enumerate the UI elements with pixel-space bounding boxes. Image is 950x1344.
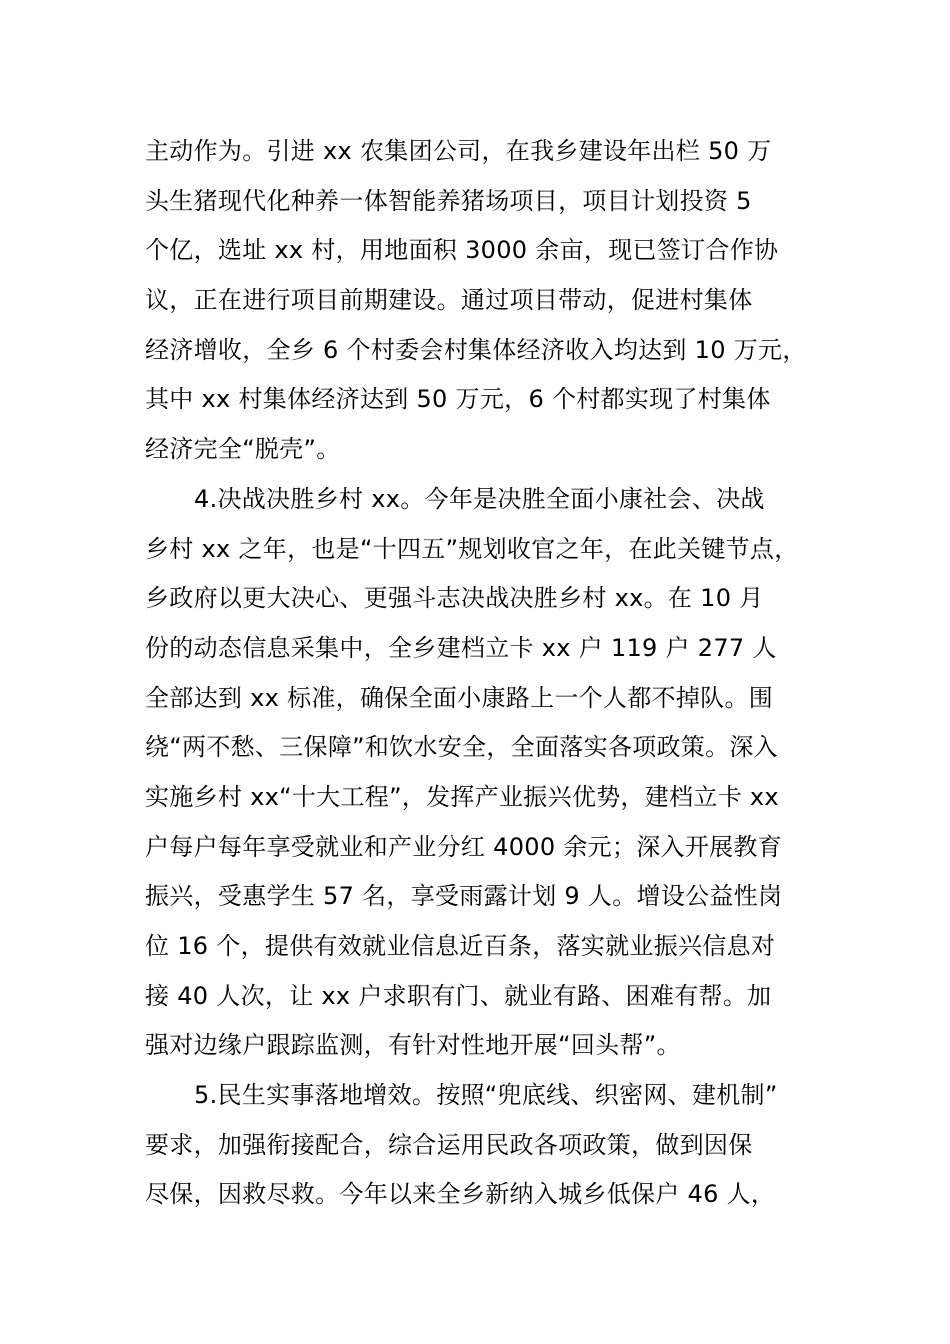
text-line: 头生猪现代化种养一体智能养猪场项目，项目计划投资 5 [145, 186, 752, 215]
text-line: 议，正在进行项目前期建设。通过项目带动，促进村集体 [145, 286, 753, 315]
section-5-heading-line: 5.民生实事落地增效。按照“兜底线、织密网、建机制” [194, 1081, 778, 1110]
text-line: 主动作为。引进 xx 农集团公司，在我乡建设年出栏 50 万 [145, 137, 772, 165]
text-line: 乡村 xx 之年，也是“十四五”规划收官之年，在此关键节点， [145, 534, 799, 563]
text-line: 份的动态信息采集中，全乡建档立卡 xx 户 119 户 277 人 [145, 633, 777, 662]
text-line: 个亿，选址 xx 村，用地面积 3000 余亩，现已签订合作协 [145, 236, 779, 265]
text-line: 其中 xx 村集体经济达到 50 万元，6 个村都实现了村集体 [145, 385, 771, 414]
text-line: 全部达到 xx 标准，确保全面小康路上一个人都不掉队。围 [145, 683, 774, 712]
text-line: 振兴，受惠学生 57 名，享受雨露计划 9 人。增设公益性岗 [145, 882, 783, 911]
text-line: 户每户每年享受就业和产业分红 4000 余元；深入开展教育 [145, 832, 783, 861]
text-line: 位 16 个，提供有效就业信息近百条，落实就业振兴信息对 [145, 932, 776, 960]
text-line: 经济完全“脱壳”。 [145, 435, 341, 464]
text-line: 尽保，因救尽救。今年以来全乡新纳入城乡低保户 46 人， [145, 1180, 776, 1209]
text-line: 接 40 人次，让 xx 户求职有门、就业有路、困难有帮。加 [145, 981, 772, 1010]
text-line: 强对边缘户跟踪监测，有针对性地开展“回头帮”。 [145, 1031, 681, 1060]
text-line: 乡政府以更大决心、更强斗志决战决胜乡村 xx。在 10 月 [145, 584, 764, 613]
text-line: 绕“两不愁、三保障”和饮水安全，全面落实各项政策。深入 [145, 733, 778, 762]
section-4-heading-line: 4.决战决胜乡村 xx。今年是决胜全面小康社会、决战 [194, 484, 765, 513]
text-line: 经济增收，全乡 6 个村委会村集体经济收入均达到 10 万元， [145, 335, 807, 364]
text-line: 实施乡村 xx“十大工程”，发挥产业振兴优势，建档立卡 xx [145, 782, 779, 811]
text-line: 要求，加强衔接配合，综合运用民政各项政策，做到因保 [145, 1130, 753, 1159]
body-text [145, 127, 835, 1220]
